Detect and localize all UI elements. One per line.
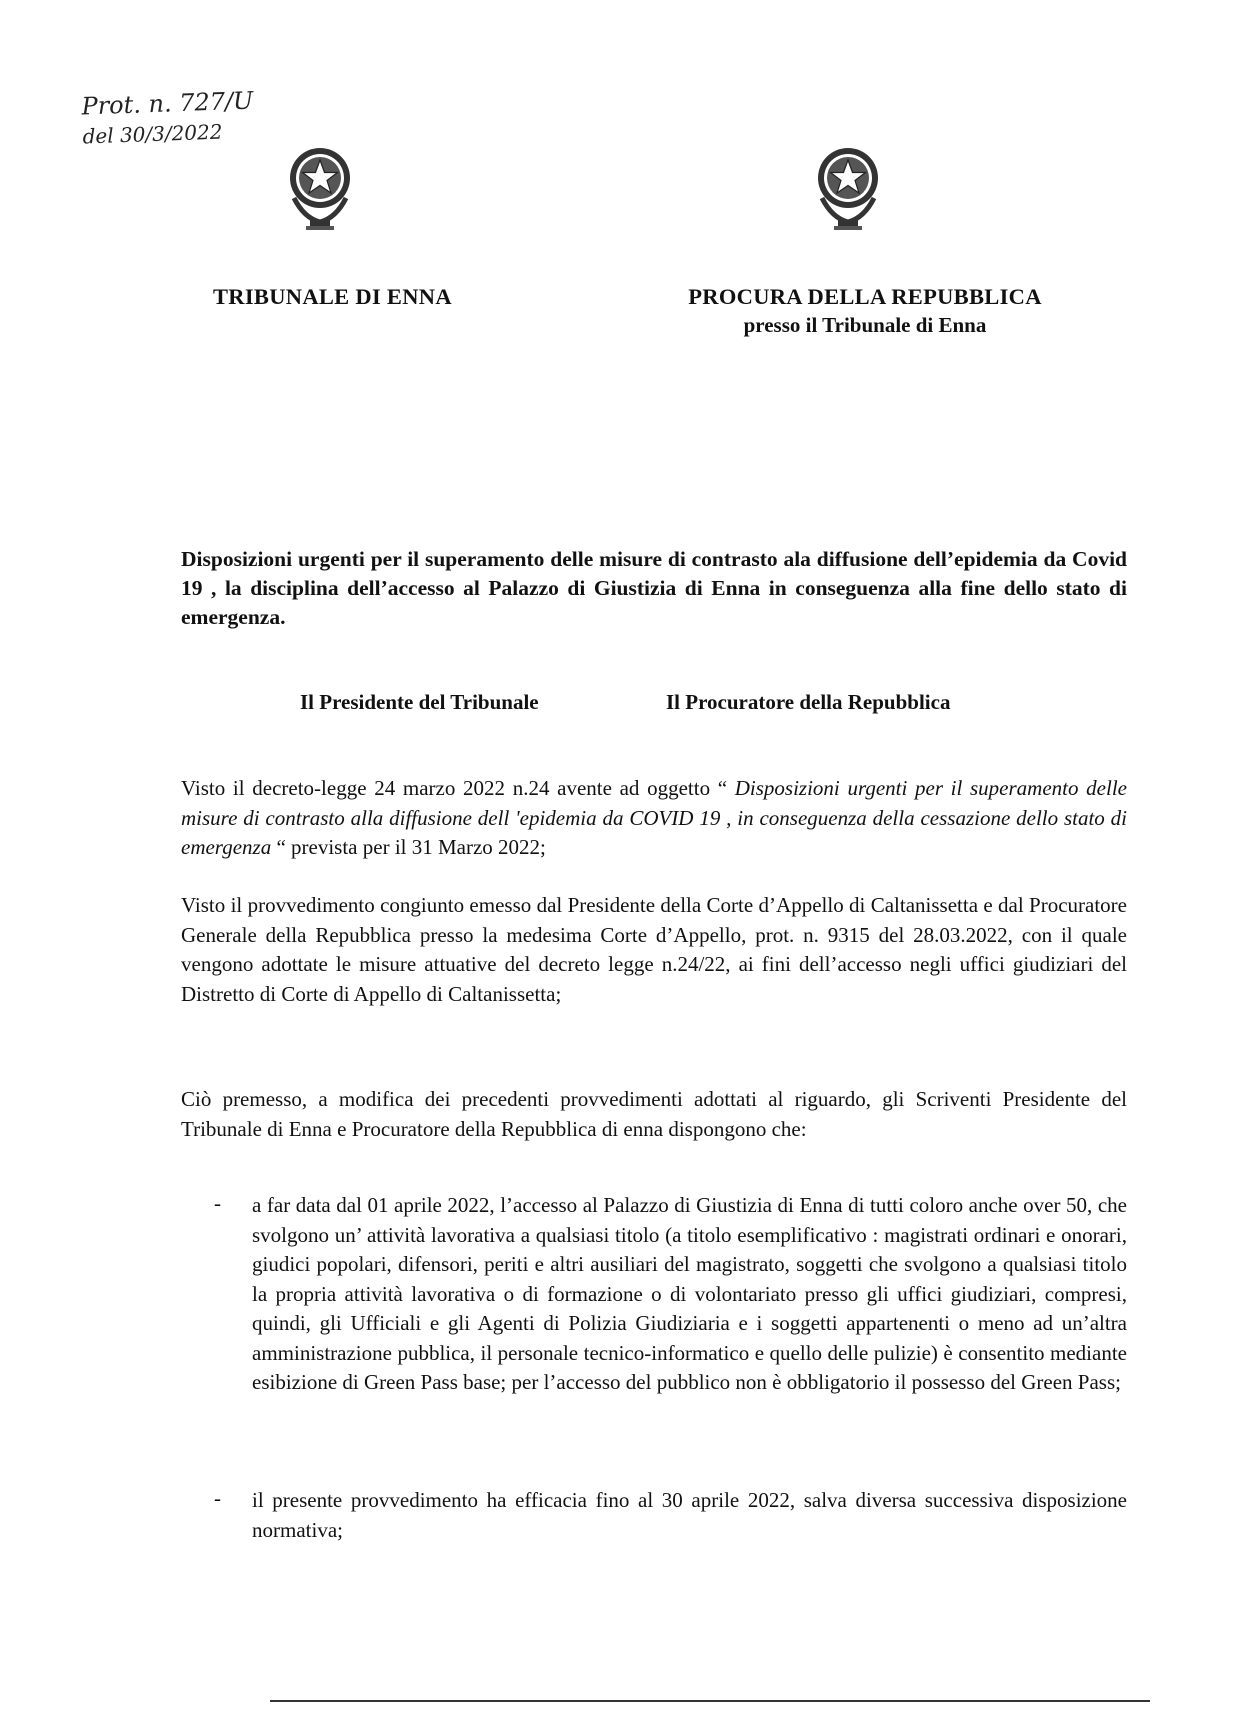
paragraph-visto-decreto-prefix: Visto il decreto-legge 24 marzo 2022 n.24 avente ad oggetto “ [181, 776, 735, 800]
handwritten-protocol-note [81, 85, 283, 152]
bullet-marker: - [214, 1191, 221, 1215]
decreto-title-italic: Disposizioni urgenti per il superamento delle misure di contrasto alla diffusione dell 'epidemia da COVID 19 , in conseguenza della cessazione dello stato di emergenza [181, 776, 1127, 859]
handwritten-protocol-number: Prot. n. 727/U [81, 86, 254, 121]
bullet-item-accesso: a far data dal 01 aprile 2022, l’accesso al Palazzo di Giustizia di Enna di tutti coloro anche over 50, che svolgono un’ attività lavorativa a qualsiasi titolo (a titolo esemplificativo : magistrati ordinari e onorari, giudici popolari, difensori, periti e altri ausiliari del magistrato, soggetti che svolgono a qualsiasi titolo la propria attività lavorativa o di formazione o di volontariato presso gli uffici giudiziari, compresi, quindi, gli Ufficiali e gli Agenti di Polizia Giudiziaria e i soggetti appartenenti o meno ad un’altra amministrazione pubblica, il personale tecnico-informatico e quello delle pulizie) è consentito mediante esibizione di Green Pass base; per l’accesso del pubblico non è obbligatorio il possesso del Green Pass; [252, 1193, 1127, 1394]
procura-header-title: PROCURA DELLA REPUBBLICA [688, 284, 1042, 309]
italian-republic-emblem-icon [284, 138, 356, 234]
signer-presidente: Il Presidente del Tribunale [300, 690, 539, 714]
tribunale-header-title: TRIBUNALE DI ENNA [213, 284, 452, 309]
signer-procuratore: Il Procuratore della Repubblica [666, 690, 951, 714]
paragraph-visto-provvedimento: Visto il provvedimento congiunto emesso dal Presidente della Corte d’Appello di Caltanissetta e dal Procuratore Generale della Repubblica presso la medesima Corte d’Appello, prot. n. 9315 del 28.03.2022, con il quale vengono adottate le misure attuative del decreto legge n.24/22, ai fini dell’accesso negli uffici giudiziari del Distretto di Corte di Appello di Caltanissetta; [181, 893, 1127, 1006]
italian-republic-emblem-icon [812, 138, 884, 234]
bullet-marker: - [214, 1486, 221, 1510]
right-header-emblem [812, 138, 884, 239]
procura-header [655, 284, 1075, 338]
paragraph-visto-decreto-suffix: “ prevista per il 31 Marzo 2022; [271, 835, 546, 859]
paragraph-visto-decreto [181, 774, 1127, 863]
left-header-emblem [284, 138, 356, 239]
bullet-item-efficacia: il presente provvedimento ha efficacia fino al 30 aprile 2022, salva diversa successiva disposizione normativa; [252, 1488, 1127, 1542]
paragraph-cio-premesso: Ciò premesso, a modifica dei precedenti provvedimenti adottati al riguardo, gli Scriventi Presidente del Tribunale di Enna e Procuratore della Repubblica di enna dispongono che: [181, 1087, 1127, 1141]
page-bottom-divider [270, 1700, 1150, 1702]
document-title: Disposizioni urgenti per il superamento delle misure di contrasto ala diffusione dell’epidemia da Covid 19 , la disciplina dell’accesso al Palazzo di Giustizia di Enna in conseguenza alla fine dello stato di emergenza. [181, 547, 1127, 629]
procura-header-subtitle: presso il Tribunale di Enna [743, 313, 987, 337]
handwritten-protocol-date: del 30/3/2022 [82, 119, 223, 149]
